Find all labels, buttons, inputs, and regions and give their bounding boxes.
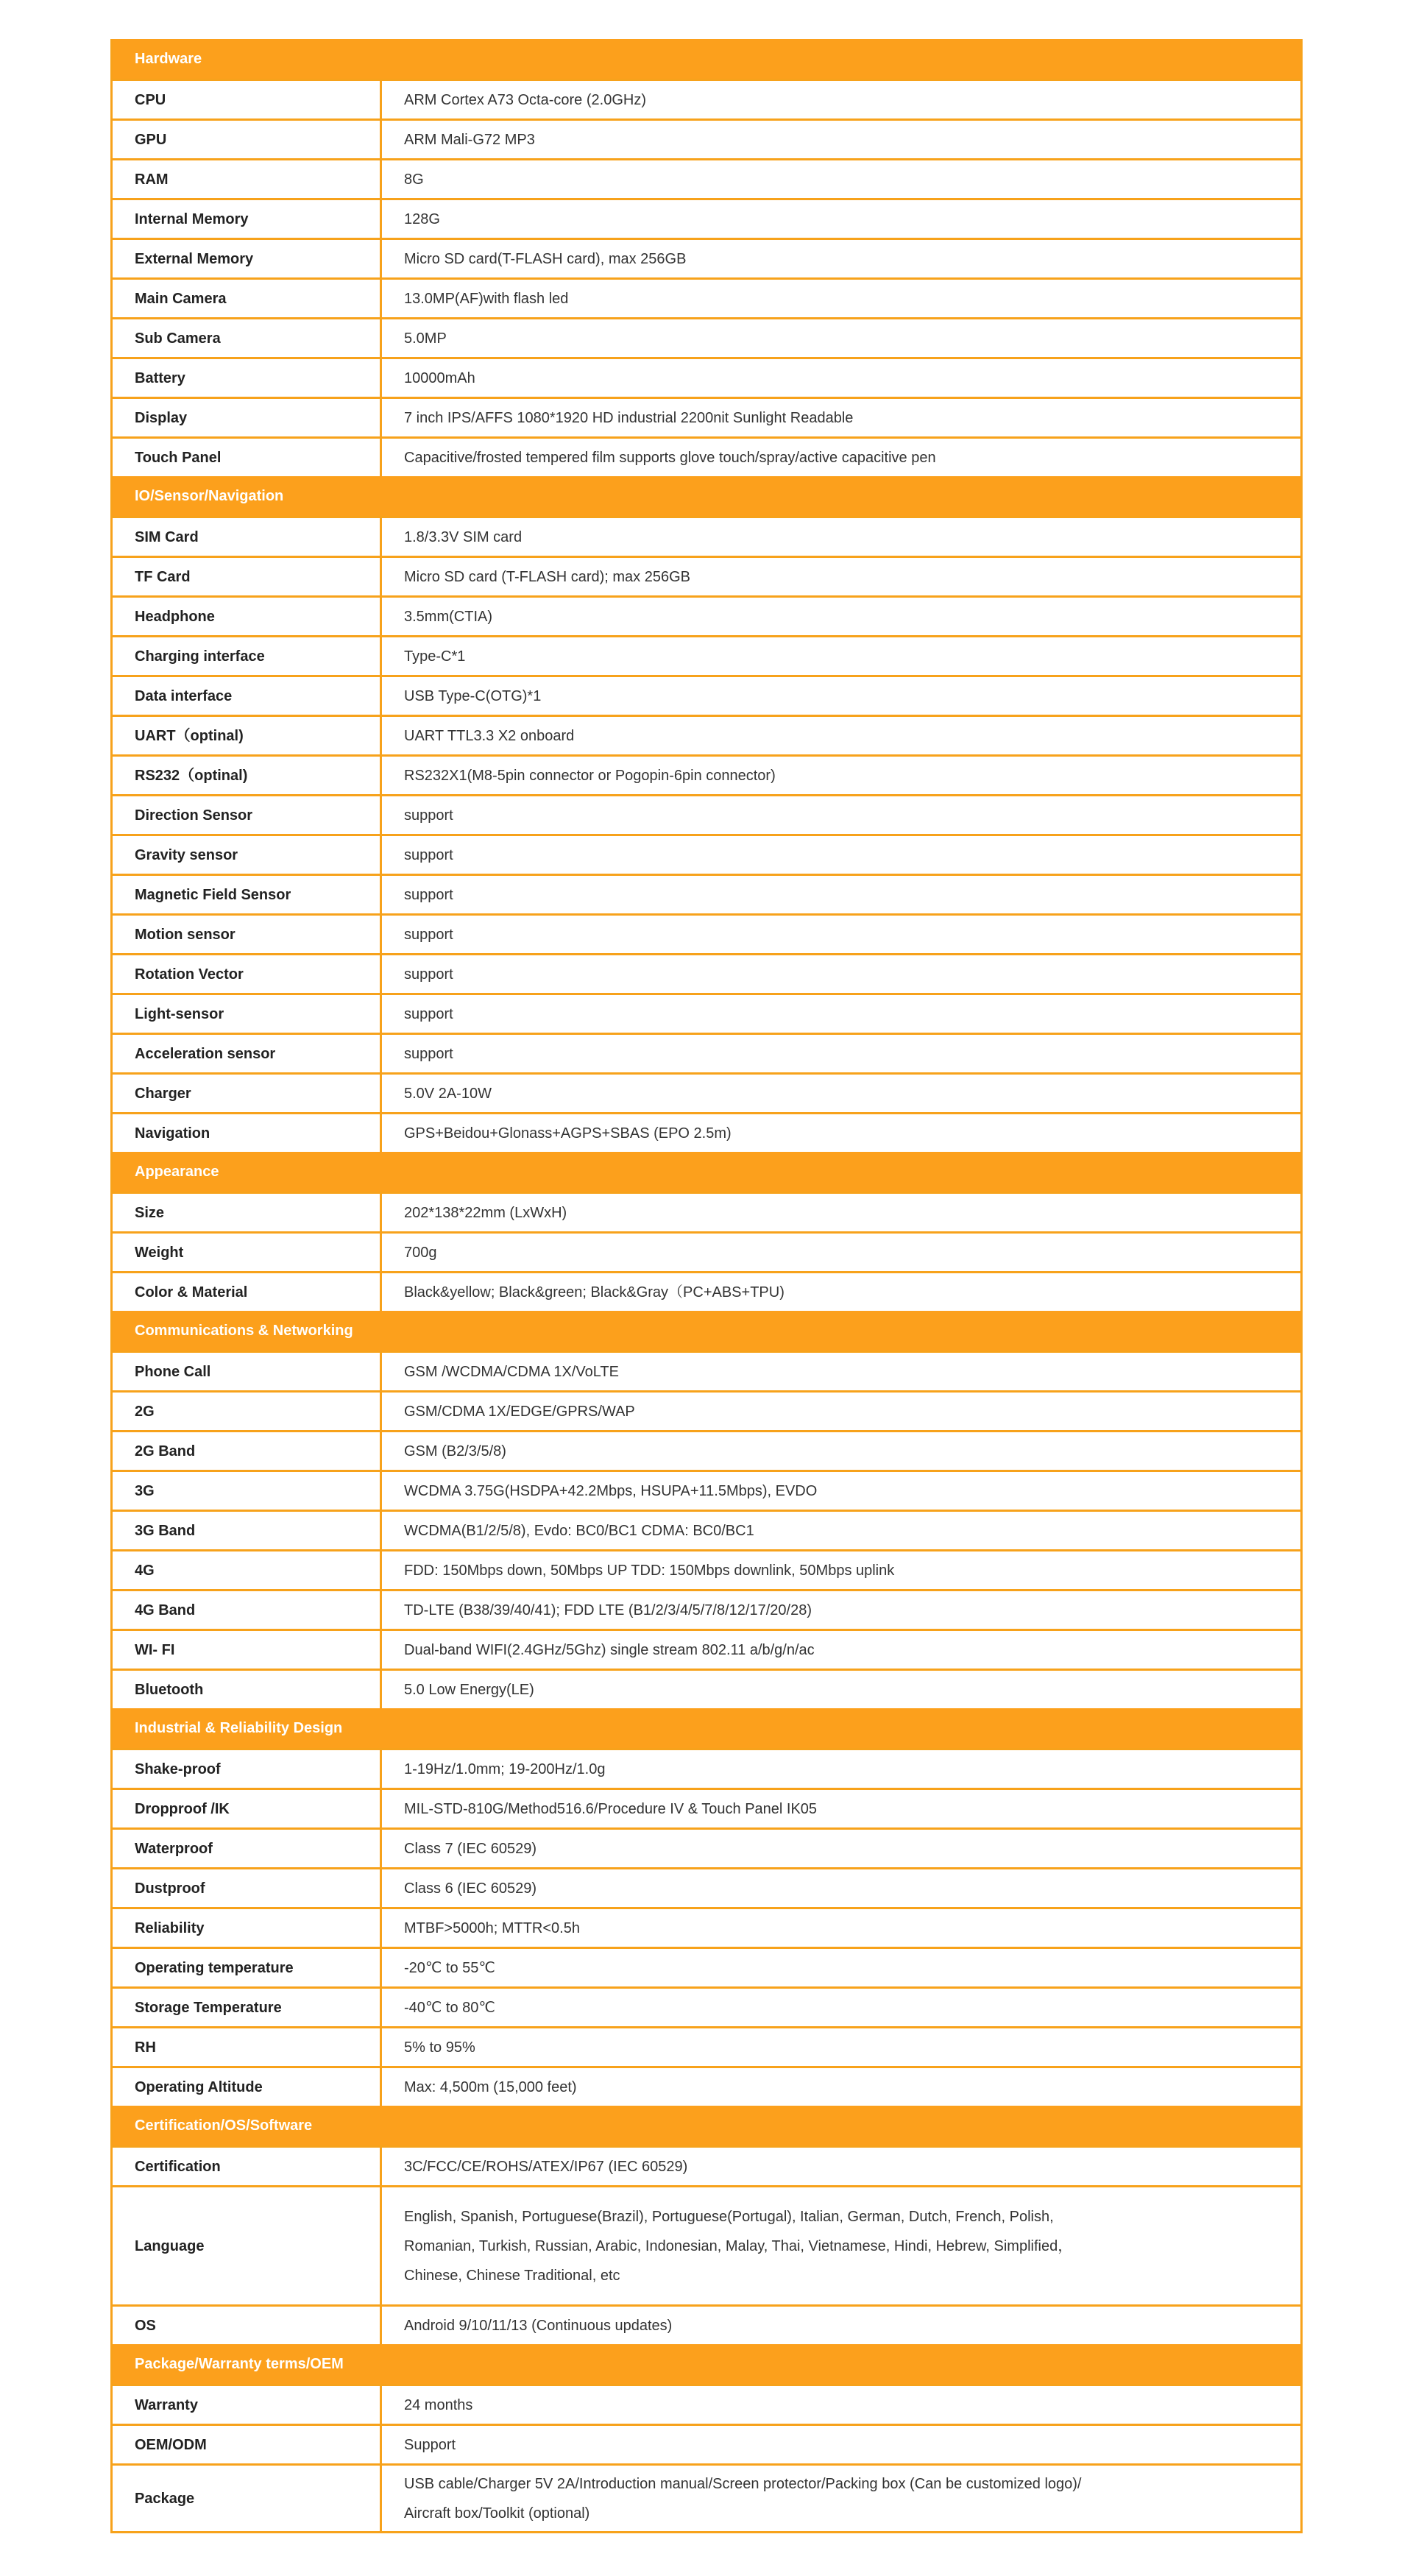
spec-value: -20℃ to 55℃: [381, 1948, 1302, 1988]
section-header: [112, 2344, 1302, 2385]
spec-label: Charging interface: [112, 637, 381, 676]
spec-value: Black&yellow; Black&green; Black&Gray（PC+ABS+TPU): [381, 1273, 1302, 1312]
spec-row: [112, 2147, 1302, 2187]
spec-label: Battery: [112, 358, 381, 398]
spec-label: External Memory: [112, 239, 381, 279]
spec-label: WI- FI: [112, 1630, 381, 1670]
spec-row: [112, 716, 1302, 756]
spec-value: -40℃ to 80℃: [381, 1988, 1302, 2028]
section-header: [112, 1708, 1302, 1749]
spec-row: [112, 1114, 1302, 1153]
spec-value-line: Romanian, Turkish, Russian, Arabic, Indonesian, Malay, Thai, Vietnamese, Hindi, Hebrew, Simplified，: [404, 2237, 1073, 2254]
spec-row: [112, 1988, 1302, 2028]
spec-value: Dual-band WIFI(2.4GHz/5Ghz) single stream 802.11 a/b/g/n/ac: [381, 1630, 1302, 1670]
section-header: [112, 1311, 1302, 1352]
spec-row: [112, 1869, 1302, 1908]
spec-label: Size: [112, 1193, 381, 1233]
spec-label: Bluetooth: [112, 1670, 381, 1709]
spec-value: Class 7 (IEC 60529): [381, 1829, 1302, 1869]
spec-label: Rotation Vector: [112, 955, 381, 994]
spec-label: Reliability: [112, 1908, 381, 1948]
spec-value: [381, 2465, 1302, 2533]
spec-label: Dustproof: [112, 1869, 381, 1908]
spec-row: [112, 2028, 1302, 2067]
spec-row: [112, 2465, 1302, 2533]
spec-row: [112, 994, 1302, 1034]
spec-row: [112, 319, 1302, 358]
section-header: [112, 39, 1302, 80]
spec-row: [112, 1471, 1302, 1511]
spec-label: Certification: [112, 2147, 381, 2187]
spec-value-line: USB cable/Charger 5V 2A/Introduction manual/Screen protector/Packing box (Can be customized logo)/: [404, 2475, 1082, 2492]
spec-row: [112, 1034, 1302, 1074]
section-header: [112, 2106, 1302, 2147]
spec-label: Navigation: [112, 1114, 381, 1153]
section-header: [112, 476, 1302, 517]
spec-row: [112, 875, 1302, 915]
spec-label: RAM: [112, 160, 381, 199]
spec-label: Weight: [112, 1233, 381, 1273]
spec-label: 4G Band: [112, 1590, 381, 1630]
spec-table: [110, 39, 1303, 2533]
spec-value: GSM /WCDMA/CDMA 1X/VoLTE: [381, 1352, 1302, 1392]
spec-label: 3G: [112, 1471, 381, 1511]
spec-row: [112, 1273, 1302, 1312]
spec-row: [112, 2306, 1302, 2345]
spec-label: Touch Panel: [112, 438, 381, 477]
spec-value: FDD: 150Mbps down, 50Mbps UP TDD: 150Mbps downlink, 50Mbps uplink: [381, 1551, 1302, 1590]
section-header: [112, 1152, 1302, 1193]
spec-label: 4G: [112, 1551, 381, 1590]
spec-value: MIL-STD-810G/Method516.6/Procedure IV & Touch Panel IK05: [381, 1789, 1302, 1829]
section-title: Certification/OS/Software: [112, 2106, 1302, 2147]
spec-label: Headphone: [112, 597, 381, 637]
spec-row: [112, 835, 1302, 875]
spec-row: [112, 1551, 1302, 1590]
spec-value: 10000mAh: [381, 358, 1302, 398]
spec-label: CPU: [112, 80, 381, 120]
spec-row: [112, 1948, 1302, 1988]
section-title: Package/Warranty terms/OEM: [112, 2344, 1302, 2385]
section-title: Hardware: [112, 39, 1302, 80]
spec-label: Data interface: [112, 676, 381, 716]
spec-label: Display: [112, 398, 381, 438]
spec-value: support: [381, 875, 1302, 915]
spec-label: Operating temperature: [112, 1948, 381, 1988]
spec-value: WCDMA(B1/2/5/8), Evdo: BC0/BC1 CDMA: BC0/BC1: [381, 1511, 1302, 1551]
spec-value: 128G: [381, 199, 1302, 239]
spec-value: support: [381, 835, 1302, 875]
spec-label: Magnetic Field Sensor: [112, 875, 381, 915]
spec-value: GPS+Beidou+Glonass+AGPS+SBAS (EPO 2.5m): [381, 1114, 1302, 1153]
spec-row: [112, 80, 1302, 120]
spec-label: Light-sensor: [112, 994, 381, 1034]
spec-row: [112, 1074, 1302, 1114]
spec-value: Micro SD card (T-FLASH card); max 256GB: [381, 557, 1302, 597]
spec-value: ARM Cortex A73 Octa-core (2.0GHz): [381, 80, 1302, 120]
spec-label: Motion sensor: [112, 915, 381, 955]
spec-label: Main Camera: [112, 279, 381, 319]
spec-value: WCDMA 3.75G(HSDPA+42.2Mbps, HSUPA+11.5Mbps), EVDO: [381, 1471, 1302, 1511]
spec-value: USB Type-C(OTG)*1: [381, 676, 1302, 716]
spec-value: 5.0V 2A-10W: [381, 1074, 1302, 1114]
spec-value-line: Chinese, Chinese Traditional, etc: [404, 2267, 620, 2284]
spec-row: [112, 1511, 1302, 1551]
spec-row: [112, 1193, 1302, 1233]
spec-label: OS: [112, 2306, 381, 2345]
spec-label: Operating Altitude: [112, 2067, 381, 2106]
spec-row: [112, 279, 1302, 319]
spec-value: Capacitive/frosted tempered film supports glove touch/spray/active capacitive pen: [381, 438, 1302, 477]
spec-value: 5.0 Low Energy(LE): [381, 1670, 1302, 1709]
spec-value-line: Aircraft box/Toolkit (optional): [404, 2505, 590, 2522]
spec-label: Warranty: [112, 2385, 381, 2425]
spec-label: Internal Memory: [112, 199, 381, 239]
spec-value: support: [381, 1034, 1302, 1074]
spec-row: [112, 239, 1302, 279]
spec-row: [112, 120, 1302, 160]
spec-row: [112, 637, 1302, 676]
spec-label: Acceleration sensor: [112, 1034, 381, 1074]
spec-label: RS232（optinal): [112, 756, 381, 796]
spec-label: RH: [112, 2028, 381, 2067]
spec-row: [112, 1392, 1302, 1432]
spec-label: TF Card: [112, 557, 381, 597]
spec-row: [112, 597, 1302, 637]
spec-value: 3.5mm(CTIA): [381, 597, 1302, 637]
spec-value: UART TTL3.3 X2 onboard: [381, 716, 1302, 756]
spec-label: Gravity sensor: [112, 835, 381, 875]
spec-value: 1.8/3.3V SIM card: [381, 517, 1302, 557]
spec-label: Sub Camera: [112, 319, 381, 358]
spec-row: [112, 915, 1302, 955]
spec-label: Waterproof: [112, 1829, 381, 1869]
spec-value: Micro SD card(T-FLASH card), max 256GB: [381, 239, 1302, 279]
spec-row: [112, 1829, 1302, 1869]
spec-value: TD-LTE (B38/39/40/41); FDD LTE (B1/2/3/4/5/7/8/12/17/20/28): [381, 1590, 1302, 1630]
spec-row: [112, 1670, 1302, 1709]
spec-value: Class 6 (IEC 60529): [381, 1869, 1302, 1908]
spec-row: [112, 160, 1302, 199]
spec-row: [112, 955, 1302, 994]
spec-label: UART（optinal): [112, 716, 381, 756]
section-title: Industrial & Reliability Design: [112, 1708, 1302, 1749]
spec-label: Dropproof /IK: [112, 1789, 381, 1829]
spec-row: [112, 2067, 1302, 2106]
spec-value: 13.0MP(AF)with flash led: [381, 279, 1302, 319]
spec-value: 24 months: [381, 2385, 1302, 2425]
spec-row: [112, 1908, 1302, 1948]
spec-value: ARM Mali-G72 MP3: [381, 120, 1302, 160]
spec-row: [112, 1432, 1302, 1471]
spec-table-body: [112, 39, 1302, 2533]
spec-label: Language: [112, 2187, 381, 2306]
spec-row: [112, 1789, 1302, 1829]
spec-label: Storage Temperature: [112, 1988, 381, 2028]
spec-row: [112, 1590, 1302, 1630]
spec-value: 5.0MP: [381, 319, 1302, 358]
spec-row: [112, 2187, 1302, 2306]
spec-label: 2G Band: [112, 1432, 381, 1471]
spec-value-line: English, Spanish, Portuguese(Brazil), Portuguese(Portugal), Italian, German, Dutch, French, Polish,: [404, 2208, 1054, 2225]
spec-row: [112, 756, 1302, 796]
spec-label: 2G: [112, 1392, 381, 1432]
spec-label: SIM Card: [112, 517, 381, 557]
spec-label: GPU: [112, 120, 381, 160]
spec-label: Shake-proof: [112, 1749, 381, 1789]
spec-label: Color & Material: [112, 1273, 381, 1312]
spec-row: [112, 1352, 1302, 1392]
spec-row: [112, 398, 1302, 438]
spec-row: [112, 1630, 1302, 1670]
spec-value: support: [381, 955, 1302, 994]
spec-label: 3G Band: [112, 1511, 381, 1551]
spec-label: Phone Call: [112, 1352, 381, 1392]
spec-value: Max: 4,500m (15,000 feet): [381, 2067, 1302, 2106]
spec-value: 1-19Hz/1.0mm; 19-200Hz/1.0g: [381, 1749, 1302, 1789]
spec-value: Support: [381, 2425, 1302, 2465]
spec-value: 7 inch IPS/AFFS 1080*1920 HD industrial 2200nit Sunlight Readable: [381, 398, 1302, 438]
spec-row: [112, 199, 1302, 239]
spec-value: 3C/FCC/CE/ROHS/ATEX/IP67 (IEC 60529): [381, 2147, 1302, 2187]
spec-label: OEM/ODM: [112, 2425, 381, 2465]
spec-value: GSM/CDMA 1X/EDGE/GPRS/WAP: [381, 1392, 1302, 1432]
spec-value: GSM (B2/3/5/8): [381, 1432, 1302, 1471]
spec-row: [112, 796, 1302, 835]
spec-value: RS232X1(M8-5pin connector or Pogopin-6pin connector): [381, 756, 1302, 796]
spec-label: Package: [112, 2465, 381, 2533]
section-title: Appearance: [112, 1152, 1302, 1193]
spec-row: [112, 2425, 1302, 2465]
spec-value: 700g: [381, 1233, 1302, 1273]
spec-value: Android 9/10/11/13 (Continuous updates): [381, 2306, 1302, 2345]
spec-row: [112, 557, 1302, 597]
spec-row: [112, 2385, 1302, 2425]
section-title: Communications & Networking: [112, 1311, 1302, 1352]
spec-value: MTBF>5000h; MTTR<0.5h: [381, 1908, 1302, 1948]
spec-value: 202*138*22mm (LxWxH): [381, 1193, 1302, 1233]
spec-row: [112, 358, 1302, 398]
spec-value: Type-C*1: [381, 637, 1302, 676]
spec-row: [112, 676, 1302, 716]
spec-value: support: [381, 994, 1302, 1034]
spec-value: [381, 2187, 1302, 2306]
spec-value: support: [381, 915, 1302, 955]
spec-row: [112, 1233, 1302, 1273]
spec-row: [112, 438, 1302, 477]
spec-value: 5% to 95%: [381, 2028, 1302, 2067]
spec-row: [112, 517, 1302, 557]
spec-value: 8G: [381, 160, 1302, 199]
spec-label: Direction Sensor: [112, 796, 381, 835]
spec-value: support: [381, 796, 1302, 835]
spec-row: [112, 1749, 1302, 1789]
spec-label: Charger: [112, 1074, 381, 1114]
section-title: IO/Sensor/Navigation: [112, 476, 1302, 517]
